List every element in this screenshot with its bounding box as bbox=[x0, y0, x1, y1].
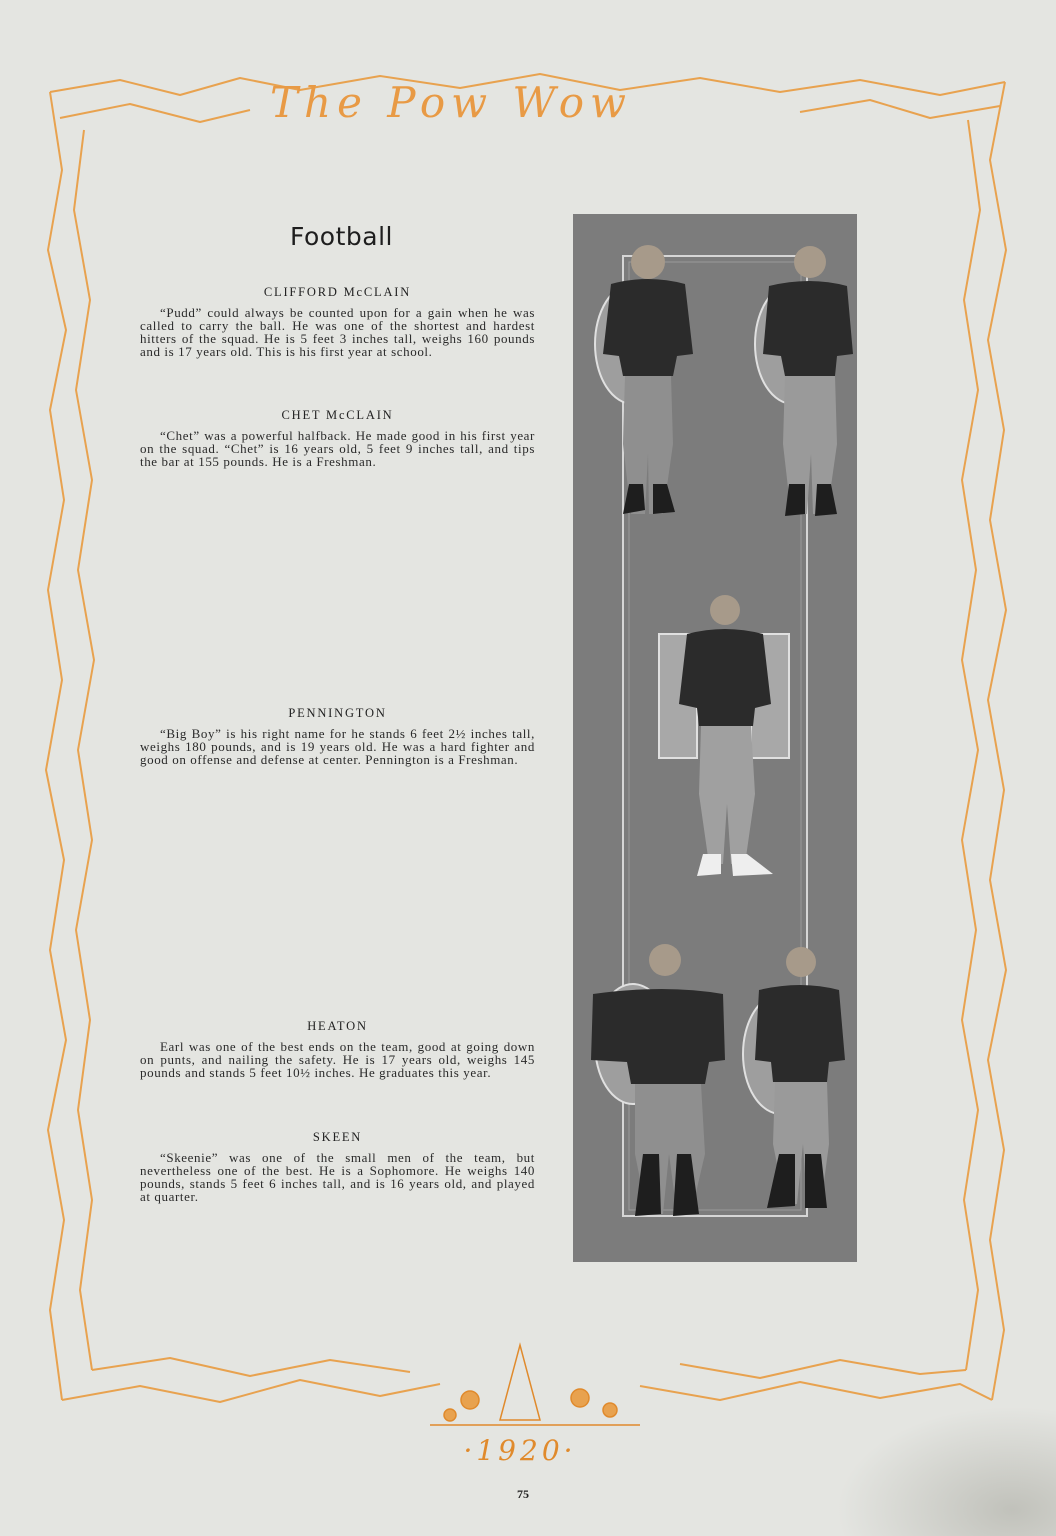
player-bio-chet-mcclain bbox=[140, 408, 535, 468]
player-photo-panel bbox=[573, 214, 857, 1262]
player-name: HEATON bbox=[307, 1019, 368, 1033]
paper-stain bbox=[836, 1406, 1056, 1536]
player-name: SKEEN bbox=[312, 1130, 363, 1144]
footer-year: ·1920· bbox=[463, 1434, 577, 1467]
player-description: “Skeenie” was one of the small men of the team, but nevertheless one of the best. He is a Sophomore. He weighs 140 pounds, stands 5 feet 6 inches tall, and is 16 years old, and played at quarter. bbox=[140, 1150, 535, 1204]
player-name: CHET McCLAIN bbox=[281, 408, 394, 422]
player-bio-heaton bbox=[140, 1019, 535, 1079]
page-number: 75 bbox=[517, 1487, 529, 1501]
player-description: “Pudd” could always be counted upon for a gain when he was called to carry the ball. He was one of the shortest and hardest hitters of the squad. He is 5 feet 3 inches tall, weighs 160 pounds and is 17 years old. This is his first year at school. bbox=[140, 305, 535, 359]
player-bio-clifford-mcclain bbox=[140, 285, 535, 358]
player-bio-skeen bbox=[140, 1130, 535, 1203]
player-description: Earl was one of the best ends on the team, good at going down on punts, and nailing the safety. He is 17 years old, weighs 145 pounds and stands 5 feet 10½ inches. He graduates this year. bbox=[140, 1039, 535, 1080]
player-description: “Big Boy” is his right name for he stands 6 feet 2½ inches tall, weighs 180 pounds, and is 19 years old. He was a hard fighter and good on offense and defense at center. Pennington is a Freshman. bbox=[140, 726, 535, 767]
page-title: Football bbox=[290, 222, 393, 251]
player-name: PENNINGTON bbox=[288, 706, 387, 720]
yearbook-header-script: The Pow Wow bbox=[270, 78, 632, 127]
player-photos bbox=[573, 214, 857, 1262]
player-bio-pennington bbox=[140, 706, 535, 766]
player-description: “Chet” was a powerful halfback. He made good in his first year on the squad. “Chet” is 16 years old, 5 feet 9 inches tall, and tips the bar at 155 pounds. He is a Freshman. bbox=[140, 428, 535, 469]
player-name: CLIFFORD McCLAIN bbox=[263, 285, 412, 299]
